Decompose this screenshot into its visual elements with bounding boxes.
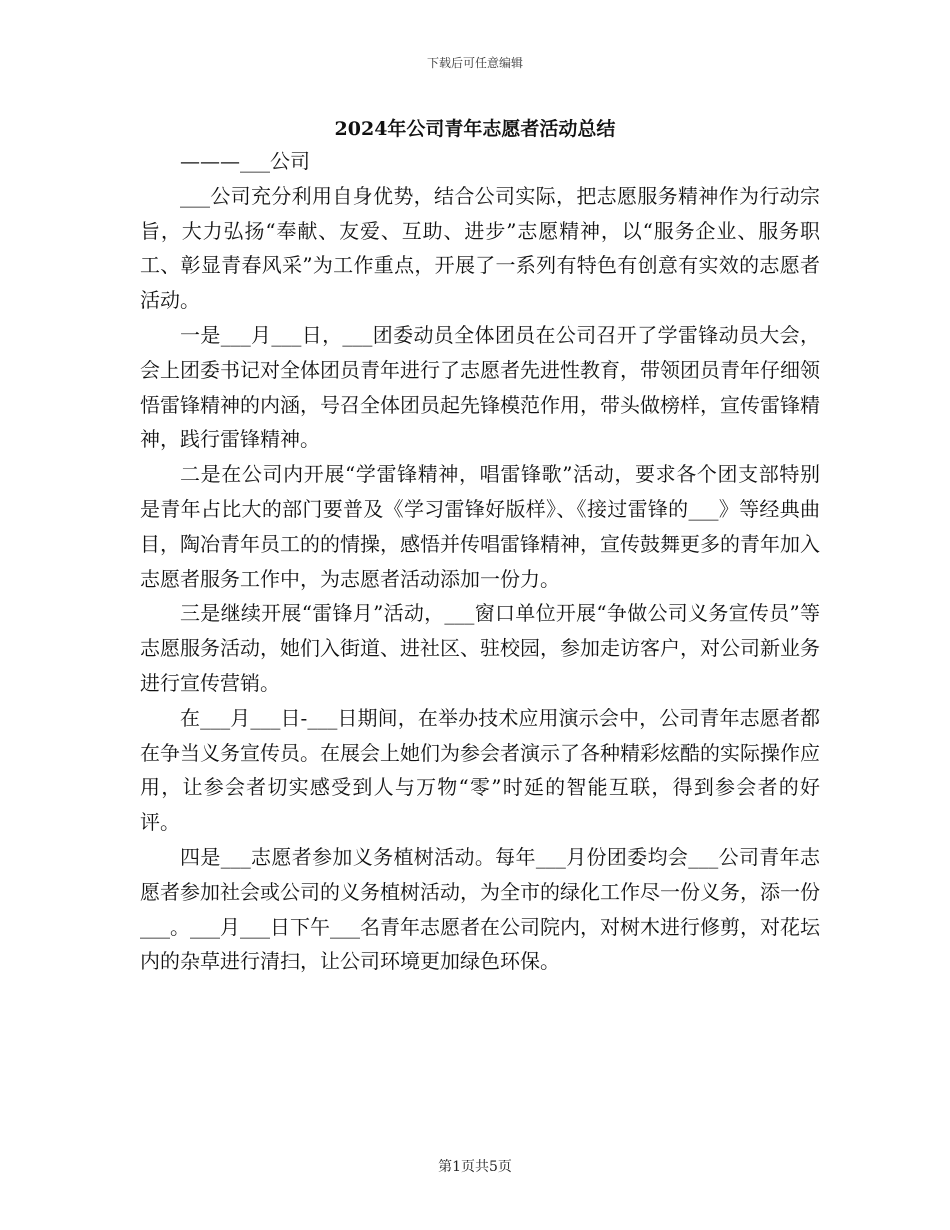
- document-title: 2024年公司青年志愿者活动总结: [334, 118, 616, 140]
- paragraph-intro: ___公司充分利用自身优势，结合公司实际，把志愿服务精神作为行动宗旨，大力弘扬“奉献、友爱、互助、进步”志愿精神，以“服务企业、服务职工、彰显青春风采”为工作重点，开展了一系列有特色有创意有实效的志愿者活动。: [140, 183, 820, 313]
- paragraph-item-2: 二是在公司内开展“学雷锋精神，唱雷锋歌”活动，要求各个团支部特别是青年占比大的部门要普及《学习雷锋好版样》、《接过雷锋的___》等经典曲目，陶冶青年员工的的情操，感悟并传唱雷锋精神，宣传鼓舞更多的青年加入志愿者服务工作中，为志愿者活动添加一份力。: [140, 462, 820, 591]
- document-body: [140, 144, 820, 979]
- header-note: 下载后可任意编辑: [426, 56, 523, 70]
- page-footer: 第1页共5页: [438, 1159, 512, 1175]
- paragraph-item-4: 四是___志愿者参加义务植树活动。每年___月份团委均会___公司青年志愿者参加社会或公司的义务植树活动，为全市的绿化工作尽一份义务，添一份___。___月___日下午___名青年志愿者在公司院内，对树木进行修剪，对花坛内的杂草进行清扫，让公司环境更加绿色环保。: [140, 844, 820, 974]
- paragraph-item-1: 一是___月___日，___团委动员全体团员在公司召开了学雷锋动员大会，会上团委书记对全体团员青年进行了志愿者先进性教育，带领团员青年仔细领悟雷锋精神的内涵，号召全体团员起先锋模范作用，带头做榜样，宣传雷锋精神，践行雷锋精神。: [140, 322, 820, 452]
- paragraph-item-3: 三是继续开展“雷锋月”活动，___窗口单位开展“争做公司义务宣传员”等志愿服务活动，她们入街道、进社区、驻校园，参加走访客户，对公司新业务进行宣传营销。: [140, 601, 820, 695]
- paragraph-item-3-detail: 在___月___日-___日期间，在举办技术应用演示会中，公司青年志愿者都在争当义务宣传员。在展会上她们为参会者演示了各种精彩炫酷的实际操作应用，让参会者切实感受到人与万物“零”时延的智能互联，得到参会者的好评。: [140, 705, 820, 835]
- paragraph-author: ———___公司: [180, 149, 310, 173]
